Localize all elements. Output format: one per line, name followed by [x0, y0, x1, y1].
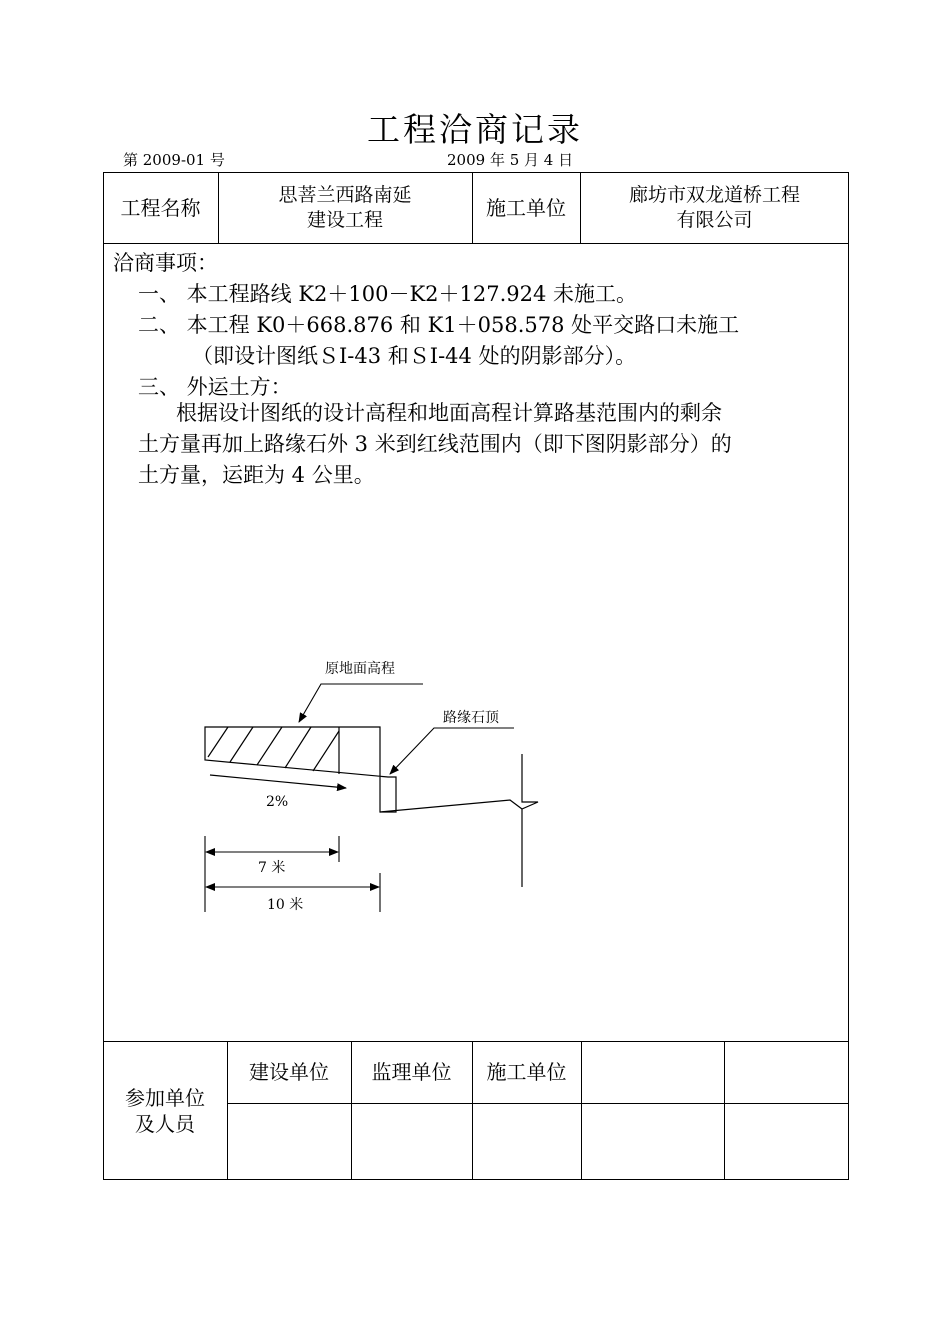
signoff-contractor-signature[interactable]: [472, 1103, 581, 1180]
project-name-label: 工程名称: [120, 195, 201, 220]
road-surface: [380, 800, 522, 812]
hatch-line: [313, 731, 339, 771]
signoff-empty-signature[interactable]: [724, 1103, 849, 1180]
slope-label: 2%: [266, 794, 289, 810]
ground-elevation-label: 原地面高程: [325, 661, 395, 677]
participants-label: [103, 1041, 227, 1180]
signoff-empty-header: [581, 1041, 724, 1103]
signoff-supervisor-header: 监理单位: [371, 1060, 452, 1084]
hatch-line: [285, 727, 311, 768]
hatch-line: [208, 727, 228, 757]
contractor-label: 施工单位: [486, 195, 566, 220]
slope-arrow: [210, 775, 346, 788]
document-number: 第 2009-01 号: [123, 151, 225, 169]
signoff-owner-signature[interactable]: [227, 1103, 351, 1180]
negotiation-paragraph-line3: 土方量，运距为 4 公里。: [138, 463, 375, 487]
negotiation-item-2: 二、 本工程 K0＋668.876 和 K1＋058.578 处平交路口未施工: [138, 313, 740, 337]
dimension-7m-label: 7 米: [258, 860, 286, 876]
signoff-owner-header: 建设单位: [249, 1060, 329, 1084]
red-line-edge: [522, 754, 538, 887]
fill-area-outline: [205, 727, 396, 812]
participants-label-line2: 及人员: [135, 1111, 195, 1136]
negotiation-item-1: 一、 本工程路线 K2＋100－K2＋127.924 未施工。: [138, 282, 638, 306]
contractor-line1: 廊坊市双龙道桥工程: [628, 183, 800, 206]
ground-leader-line: [299, 684, 423, 722]
project-name-line1: 思菩兰西路南延: [278, 183, 412, 206]
negotiation-paragraph-line2: 土方量再加上路缘石外 3 米到红线范围内（即下图阴影部分）的: [138, 432, 732, 456]
signoff-supervisor-signature[interactable]: [351, 1103, 472, 1180]
hatch-line: [257, 727, 282, 765]
hatch-line: [230, 727, 253, 762]
document-date: 2009 年 5 月 4 日: [447, 151, 574, 169]
negotiation-item-3: 三、 外运土方：: [138, 375, 292, 399]
negotiation-heading: 洽商事项：: [113, 251, 218, 275]
project-name-line2: 建设工程: [306, 208, 383, 231]
curb-leader-line: [390, 728, 514, 774]
participants-label-line1: 参加单位: [125, 1085, 205, 1110]
signoff-empty-signature[interactable]: [581, 1103, 724, 1180]
signoff-contractor-header: 施工单位: [486, 1060, 567, 1084]
curb-top-label: 路缘石顶: [443, 710, 499, 726]
document-title: 工程洽商记录: [367, 110, 583, 149]
signoff-empty-header: [724, 1041, 849, 1103]
contractor-line2: 有限公司: [676, 208, 753, 231]
dimension-10m-label: 10 米: [267, 897, 304, 913]
negotiation-item-2-cont: （即设计图纸ＳⅠ-43 和ＳⅠ-44 处的阴影部分）。: [192, 344, 637, 368]
negotiation-paragraph-line1: 根据设计图纸的设计高程和地面高程计算路基范围内的剩余: [176, 401, 722, 425]
